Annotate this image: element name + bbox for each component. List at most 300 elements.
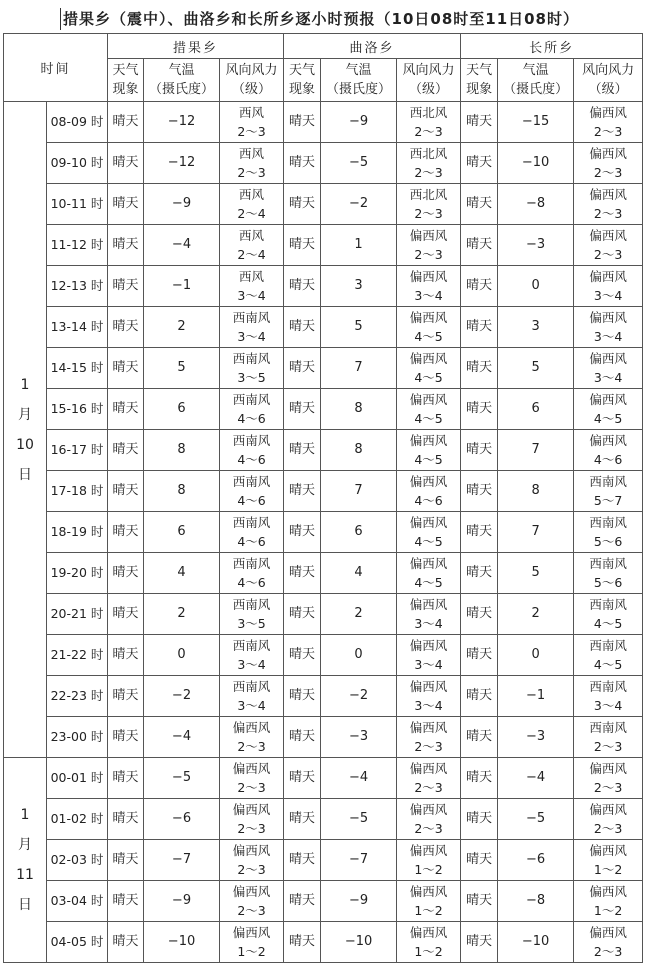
weather-cell: 晴天 bbox=[108, 143, 144, 184]
wind-header-line: 风向风力 bbox=[402, 63, 455, 78]
date-cell bbox=[4, 758, 47, 963]
temperature-cell: −1 bbox=[144, 266, 220, 307]
temperature-cell: 5 bbox=[498, 553, 574, 594]
wind-cell bbox=[574, 922, 643, 963]
wind-level: 1～2 bbox=[414, 944, 443, 959]
wind-direction: 西南风 bbox=[589, 720, 627, 735]
wind-level: 4～5 bbox=[414, 411, 443, 426]
temperature-cell: −3 bbox=[498, 717, 574, 758]
wind-cell bbox=[220, 594, 284, 635]
wind-cell bbox=[397, 348, 461, 389]
wind-level: 1～2 bbox=[237, 944, 266, 959]
wind-header bbox=[574, 59, 643, 102]
wind-direction: 偏西风 bbox=[409, 679, 448, 694]
wind-direction: 偏西风 bbox=[409, 515, 448, 530]
time-cell: 02-03 时 bbox=[47, 840, 108, 881]
wind-header bbox=[220, 59, 284, 102]
table-row bbox=[4, 430, 643, 471]
wind-level: 2～4 bbox=[237, 247, 266, 262]
table-row bbox=[4, 471, 643, 512]
temp-header bbox=[498, 59, 574, 102]
wind-cell bbox=[574, 881, 643, 922]
temperature-cell: −7 bbox=[144, 840, 220, 881]
wind-level: 2～3 bbox=[237, 739, 266, 754]
wind-level: 2～3 bbox=[237, 780, 266, 795]
wind-cell bbox=[220, 430, 284, 471]
temperature-cell: 7 bbox=[498, 512, 574, 553]
time-cell: 12-13 时 bbox=[47, 266, 108, 307]
temperature-cell: −4 bbox=[498, 758, 574, 799]
temperature-cell: −2 bbox=[321, 184, 397, 225]
temperature-cell: 6 bbox=[321, 512, 397, 553]
weather-cell: 晴天 bbox=[461, 512, 498, 553]
wind-level: 1～2 bbox=[414, 903, 443, 918]
temperature-cell: 7 bbox=[321, 471, 397, 512]
temperature-cell: −9 bbox=[321, 881, 397, 922]
weather-header-line: 现象 bbox=[112, 82, 139, 97]
temperature-cell: 3 bbox=[498, 307, 574, 348]
date-cell bbox=[4, 102, 47, 758]
weather-cell: 晴天 bbox=[284, 594, 321, 635]
header-row-stations bbox=[4, 34, 643, 59]
time-cell: 16-17 时 bbox=[47, 430, 108, 471]
wind-header-line: （级） bbox=[232, 82, 272, 97]
wind-cell bbox=[220, 102, 284, 143]
wind-direction: 西风 bbox=[239, 146, 265, 161]
table-row bbox=[4, 799, 643, 840]
wind-level: 4～5 bbox=[414, 452, 443, 467]
wind-level: 2～3 bbox=[414, 124, 443, 139]
weather-cell: 晴天 bbox=[108, 717, 144, 758]
time-cell: 09-10 时 bbox=[47, 143, 108, 184]
temperature-cell: 6 bbox=[144, 389, 220, 430]
wind-direction: 西南风 bbox=[589, 679, 627, 694]
wind-level: 4～5 bbox=[414, 329, 443, 344]
table-row bbox=[4, 922, 643, 963]
temperature-cell: −9 bbox=[321, 102, 397, 143]
weather-cell: 晴天 bbox=[284, 471, 321, 512]
wind-direction: 西南风 bbox=[232, 433, 271, 448]
temperature-cell: −12 bbox=[144, 143, 220, 184]
date-line: 月 bbox=[18, 837, 32, 853]
temperature-cell: 0 bbox=[498, 635, 574, 676]
time-cell: 20-21 时 bbox=[47, 594, 108, 635]
wind-cell bbox=[574, 307, 643, 348]
weather-header-line: 现象 bbox=[289, 82, 316, 97]
wind-level: 3～5 bbox=[237, 370, 266, 385]
wind-header-line: （级） bbox=[409, 82, 449, 97]
wind-header-line: （级） bbox=[588, 82, 628, 97]
temperature-cell: −9 bbox=[144, 184, 220, 225]
weather-cell: 晴天 bbox=[284, 758, 321, 799]
wind-level: 4～5 bbox=[593, 411, 623, 426]
wind-level: 1～2 bbox=[593, 903, 623, 918]
weather-cell: 晴天 bbox=[461, 348, 498, 389]
wind-direction: 西北风 bbox=[409, 105, 448, 120]
wind-cell bbox=[220, 471, 284, 512]
wind-direction: 西南风 bbox=[589, 474, 627, 489]
wind-cell bbox=[220, 266, 284, 307]
weather-cell: 晴天 bbox=[108, 102, 144, 143]
wind-cell bbox=[220, 143, 284, 184]
wind-cell bbox=[574, 143, 643, 184]
weather-cell: 晴天 bbox=[461, 758, 498, 799]
wind-direction: 偏西风 bbox=[589, 433, 627, 448]
wind-direction: 西南风 bbox=[232, 392, 271, 407]
temp-header-line: （摄氏度） bbox=[149, 82, 215, 97]
temperature-cell: 5 bbox=[144, 348, 220, 389]
wind-level: 3～4 bbox=[593, 370, 623, 385]
wind-cell bbox=[397, 553, 461, 594]
wind-level: 3～4 bbox=[237, 657, 266, 672]
time-cell: 01-02 时 bbox=[47, 799, 108, 840]
wind-direction: 偏西风 bbox=[589, 802, 627, 817]
weather-cell: 晴天 bbox=[461, 799, 498, 840]
wind-direction: 偏西风 bbox=[589, 351, 627, 366]
wind-cell bbox=[220, 553, 284, 594]
weather-cell: 晴天 bbox=[461, 881, 498, 922]
wind-cell bbox=[220, 348, 284, 389]
wind-level: 4～5 bbox=[593, 616, 623, 631]
wind-cell bbox=[397, 922, 461, 963]
temperature-cell: −7 bbox=[321, 840, 397, 881]
table-row bbox=[4, 307, 643, 348]
wind-direction: 偏西风 bbox=[409, 925, 448, 940]
station-header-quluo: 曲洛乡 bbox=[284, 34, 461, 59]
table-row bbox=[4, 717, 643, 758]
wind-direction: 偏西风 bbox=[409, 351, 448, 366]
wind-cell bbox=[574, 799, 643, 840]
weather-header bbox=[461, 59, 498, 102]
temperature-cell: 2 bbox=[321, 594, 397, 635]
temperature-cell: −5 bbox=[498, 799, 574, 840]
temperature-cell: −10 bbox=[498, 143, 574, 184]
wind-cell bbox=[574, 102, 643, 143]
wind-level: 2～3 bbox=[414, 247, 443, 262]
wind-level: 3～4 bbox=[414, 616, 443, 631]
temp-header-line: （摄氏度） bbox=[503, 82, 569, 97]
wind-cell bbox=[397, 102, 461, 143]
wind-direction: 偏西风 bbox=[409, 843, 448, 858]
temperature-cell: 5 bbox=[321, 307, 397, 348]
weather-cell: 晴天 bbox=[284, 143, 321, 184]
wind-level: 4～6 bbox=[593, 452, 623, 467]
weather-cell: 晴天 bbox=[461, 471, 498, 512]
wind-cell bbox=[574, 840, 643, 881]
temperature-cell: 4 bbox=[144, 553, 220, 594]
weather-cell: 晴天 bbox=[284, 389, 321, 430]
wind-level: 3～4 bbox=[237, 329, 266, 344]
weather-cell: 晴天 bbox=[108, 389, 144, 430]
page-title: 措果乡（震中）、曲洛乡和长所乡逐小时预报（10日08时至11日08时） bbox=[60, 8, 579, 30]
weather-cell: 晴天 bbox=[284, 307, 321, 348]
wind-direction: 偏西风 bbox=[589, 228, 627, 243]
weather-cell: 晴天 bbox=[108, 225, 144, 266]
wind-cell bbox=[574, 225, 643, 266]
wind-level: 4～6 bbox=[237, 534, 266, 549]
weather-cell: 晴天 bbox=[108, 471, 144, 512]
wind-level: 2～3 bbox=[237, 862, 266, 877]
weather-cell: 晴天 bbox=[461, 922, 498, 963]
weather-cell: 晴天 bbox=[461, 389, 498, 430]
weather-cell: 晴天 bbox=[461, 225, 498, 266]
wind-direction: 偏西风 bbox=[409, 269, 448, 284]
wind-direction: 西南风 bbox=[589, 515, 627, 530]
weather-cell: 晴天 bbox=[461, 266, 498, 307]
temperature-cell: −3 bbox=[498, 225, 574, 266]
wind-direction: 偏西风 bbox=[232, 802, 271, 817]
wind-direction: 偏西风 bbox=[232, 884, 271, 899]
wind-direction: 西北风 bbox=[409, 146, 448, 161]
wind-cell bbox=[574, 676, 643, 717]
temperature-cell: 6 bbox=[144, 512, 220, 553]
wind-cell bbox=[220, 676, 284, 717]
station-header-changsuo: 长所乡 bbox=[461, 34, 643, 59]
wind-direction: 偏西风 bbox=[409, 720, 448, 735]
temperature-cell: 0 bbox=[498, 266, 574, 307]
wind-level: 2～3 bbox=[593, 206, 623, 221]
wind-direction: 西南风 bbox=[232, 638, 271, 653]
temperature-cell: 8 bbox=[321, 430, 397, 471]
wind-cell bbox=[397, 430, 461, 471]
weather-cell: 晴天 bbox=[284, 881, 321, 922]
wind-level: 2～3 bbox=[414, 780, 443, 795]
wind-direction: 西南风 bbox=[589, 597, 627, 612]
weather-cell: 晴天 bbox=[461, 635, 498, 676]
wind-direction: 偏西风 bbox=[409, 802, 448, 817]
wind-direction: 西风 bbox=[239, 105, 265, 120]
weather-cell: 晴天 bbox=[461, 676, 498, 717]
wind-cell bbox=[397, 184, 461, 225]
temperature-cell: 7 bbox=[321, 348, 397, 389]
temperature-cell: −4 bbox=[321, 758, 397, 799]
wind-cell bbox=[574, 266, 643, 307]
wind-direction: 西南风 bbox=[589, 638, 627, 653]
weather-cell: 晴天 bbox=[284, 840, 321, 881]
wind-level: 2～3 bbox=[593, 944, 623, 959]
time-cell: 13-14 时 bbox=[47, 307, 108, 348]
wind-level: 4～6 bbox=[414, 493, 443, 508]
wind-cell bbox=[397, 758, 461, 799]
wind-cell bbox=[397, 881, 461, 922]
time-cell: 04-05 时 bbox=[47, 922, 108, 963]
temperature-cell: 1 bbox=[321, 225, 397, 266]
weather-cell: 晴天 bbox=[284, 348, 321, 389]
wind-cell bbox=[220, 758, 284, 799]
wind-level: 5～7 bbox=[593, 493, 623, 508]
temperature-cell: −10 bbox=[498, 922, 574, 963]
temperature-cell: −8 bbox=[498, 881, 574, 922]
time-cell: 10-11 时 bbox=[47, 184, 108, 225]
table-row bbox=[4, 184, 643, 225]
time-cell: 14-15 时 bbox=[47, 348, 108, 389]
wind-cell bbox=[397, 799, 461, 840]
wind-cell bbox=[574, 471, 643, 512]
weather-cell: 晴天 bbox=[461, 594, 498, 635]
temperature-cell: 8 bbox=[321, 389, 397, 430]
time-cell: 11-12 时 bbox=[47, 225, 108, 266]
date-line: 1 bbox=[20, 807, 30, 823]
time-cell: 18-19 时 bbox=[47, 512, 108, 553]
temperature-cell: 0 bbox=[321, 635, 397, 676]
wind-level: 3～4 bbox=[593, 329, 623, 344]
weather-cell: 晴天 bbox=[284, 184, 321, 225]
temperature-cell: 2 bbox=[498, 594, 574, 635]
temperature-cell: −12 bbox=[144, 102, 220, 143]
wind-direction: 偏西风 bbox=[232, 720, 271, 735]
temp-header-line: 气温 bbox=[168, 63, 195, 78]
wind-direction: 西北风 bbox=[409, 187, 448, 202]
wind-level: 3～4 bbox=[237, 288, 266, 303]
wind-level: 2～3 bbox=[593, 821, 623, 836]
temperature-cell: −9 bbox=[144, 881, 220, 922]
temperature-cell: 8 bbox=[144, 430, 220, 471]
wind-direction: 西风 bbox=[239, 269, 265, 284]
weather-cell: 晴天 bbox=[461, 553, 498, 594]
station-header-cuoguo: 措果乡 bbox=[108, 34, 284, 59]
temperature-cell: −2 bbox=[144, 676, 220, 717]
wind-direction: 偏西风 bbox=[409, 884, 448, 899]
weather-header-line: 天气 bbox=[112, 63, 139, 78]
weather-cell: 晴天 bbox=[108, 635, 144, 676]
wind-direction: 偏西风 bbox=[589, 843, 627, 858]
temperature-cell: 7 bbox=[498, 430, 574, 471]
wind-direction: 偏西风 bbox=[232, 925, 271, 940]
table-row bbox=[4, 389, 643, 430]
wind-direction: 偏西风 bbox=[409, 310, 448, 325]
time-header: 时间 bbox=[4, 34, 108, 102]
wind-level: 4～6 bbox=[237, 575, 266, 590]
temperature-cell: −4 bbox=[144, 717, 220, 758]
temp-header bbox=[144, 59, 220, 102]
wind-level: 2～3 bbox=[237, 165, 266, 180]
wind-direction: 西风 bbox=[239, 228, 265, 243]
temperature-cell: −5 bbox=[144, 758, 220, 799]
temperature-cell: 2 bbox=[144, 307, 220, 348]
weather-cell: 晴天 bbox=[108, 348, 144, 389]
wind-cell bbox=[220, 635, 284, 676]
weather-cell: 晴天 bbox=[108, 430, 144, 471]
wind-direction: 西南风 bbox=[232, 597, 271, 612]
wind-cell bbox=[397, 307, 461, 348]
weather-cell: 晴天 bbox=[284, 266, 321, 307]
temperature-cell: −1 bbox=[498, 676, 574, 717]
table-row bbox=[4, 225, 643, 266]
wind-direction: 偏西风 bbox=[232, 843, 271, 858]
wind-level: 2～3 bbox=[593, 780, 623, 795]
weather-cell: 晴天 bbox=[108, 594, 144, 635]
wind-cell bbox=[220, 840, 284, 881]
wind-direction: 偏西风 bbox=[589, 269, 627, 284]
weather-cell: 晴天 bbox=[284, 430, 321, 471]
temp-header-line: （摄氏度） bbox=[326, 82, 392, 97]
wind-level: 4～5 bbox=[414, 370, 443, 385]
wind-direction: 偏西风 bbox=[409, 761, 448, 776]
wind-direction: 西南风 bbox=[232, 515, 271, 530]
date-line: 11 bbox=[16, 867, 34, 883]
wind-level: 2～3 bbox=[237, 903, 266, 918]
wind-cell bbox=[574, 635, 643, 676]
time-cell: 21-22 时 bbox=[47, 635, 108, 676]
wind-cell bbox=[220, 881, 284, 922]
wind-direction: 偏西风 bbox=[409, 638, 448, 653]
wind-cell bbox=[574, 184, 643, 225]
wind-cell bbox=[220, 512, 284, 553]
weather-cell: 晴天 bbox=[284, 635, 321, 676]
date-line: 日 bbox=[18, 466, 32, 483]
temperature-cell: 3 bbox=[321, 266, 397, 307]
weather-cell: 晴天 bbox=[108, 512, 144, 553]
wind-level: 4～6 bbox=[237, 493, 266, 508]
weather-cell: 晴天 bbox=[108, 184, 144, 225]
temperature-cell: −2 bbox=[321, 676, 397, 717]
weather-cell: 晴天 bbox=[284, 922, 321, 963]
wind-cell bbox=[220, 389, 284, 430]
weather-cell: 晴天 bbox=[461, 840, 498, 881]
temperature-cell: 6 bbox=[498, 389, 574, 430]
weather-header-line: 天气 bbox=[466, 63, 493, 78]
table-row bbox=[4, 266, 643, 307]
wind-direction: 偏西风 bbox=[589, 392, 627, 407]
time-cell: 22-23 时 bbox=[47, 676, 108, 717]
date-line: 日 bbox=[18, 897, 32, 913]
weather-cell: 晴天 bbox=[284, 225, 321, 266]
weather-header bbox=[108, 59, 144, 102]
weather-cell: 晴天 bbox=[461, 717, 498, 758]
temperature-cell: 8 bbox=[498, 471, 574, 512]
wind-level: 2～4 bbox=[237, 206, 266, 221]
weather-cell: 晴天 bbox=[108, 881, 144, 922]
wind-direction: 西南风 bbox=[589, 556, 627, 571]
wind-level: 1～2 bbox=[593, 862, 623, 877]
forecast-body bbox=[4, 102, 643, 963]
weather-cell: 晴天 bbox=[284, 102, 321, 143]
time-cell: 17-18 时 bbox=[47, 471, 108, 512]
wind-cell bbox=[397, 225, 461, 266]
wind-cell bbox=[397, 840, 461, 881]
temp-header-line: 气温 bbox=[522, 63, 549, 78]
wind-cell bbox=[397, 512, 461, 553]
wind-level: 2～3 bbox=[593, 124, 623, 139]
wind-cell bbox=[397, 635, 461, 676]
temperature-cell: −5 bbox=[321, 143, 397, 184]
table-row bbox=[4, 676, 643, 717]
weather-cell: 晴天 bbox=[108, 840, 144, 881]
wind-level: 5～6 bbox=[593, 534, 623, 549]
wind-level: 3～4 bbox=[593, 288, 623, 303]
temperature-cell: −15 bbox=[498, 102, 574, 143]
wind-direction: 西南风 bbox=[232, 474, 271, 489]
time-cell: 00-01 时 bbox=[47, 758, 108, 799]
temperature-cell: 2 bbox=[144, 594, 220, 635]
wind-level: 3～4 bbox=[593, 698, 623, 713]
table-row bbox=[4, 553, 643, 594]
weather-cell: 晴天 bbox=[461, 184, 498, 225]
weather-cell: 晴天 bbox=[284, 676, 321, 717]
temperature-cell: 5 bbox=[498, 348, 574, 389]
wind-cell bbox=[574, 594, 643, 635]
weather-cell: 晴天 bbox=[284, 553, 321, 594]
weather-header bbox=[284, 59, 321, 102]
table-row bbox=[4, 840, 643, 881]
wind-cell bbox=[574, 553, 643, 594]
wind-cell bbox=[397, 717, 461, 758]
wind-cell bbox=[574, 430, 643, 471]
weather-cell: 晴天 bbox=[108, 922, 144, 963]
wind-header-line: 风向风力 bbox=[582, 63, 635, 78]
wind-cell bbox=[397, 594, 461, 635]
wind-level: 5～6 bbox=[593, 575, 623, 590]
